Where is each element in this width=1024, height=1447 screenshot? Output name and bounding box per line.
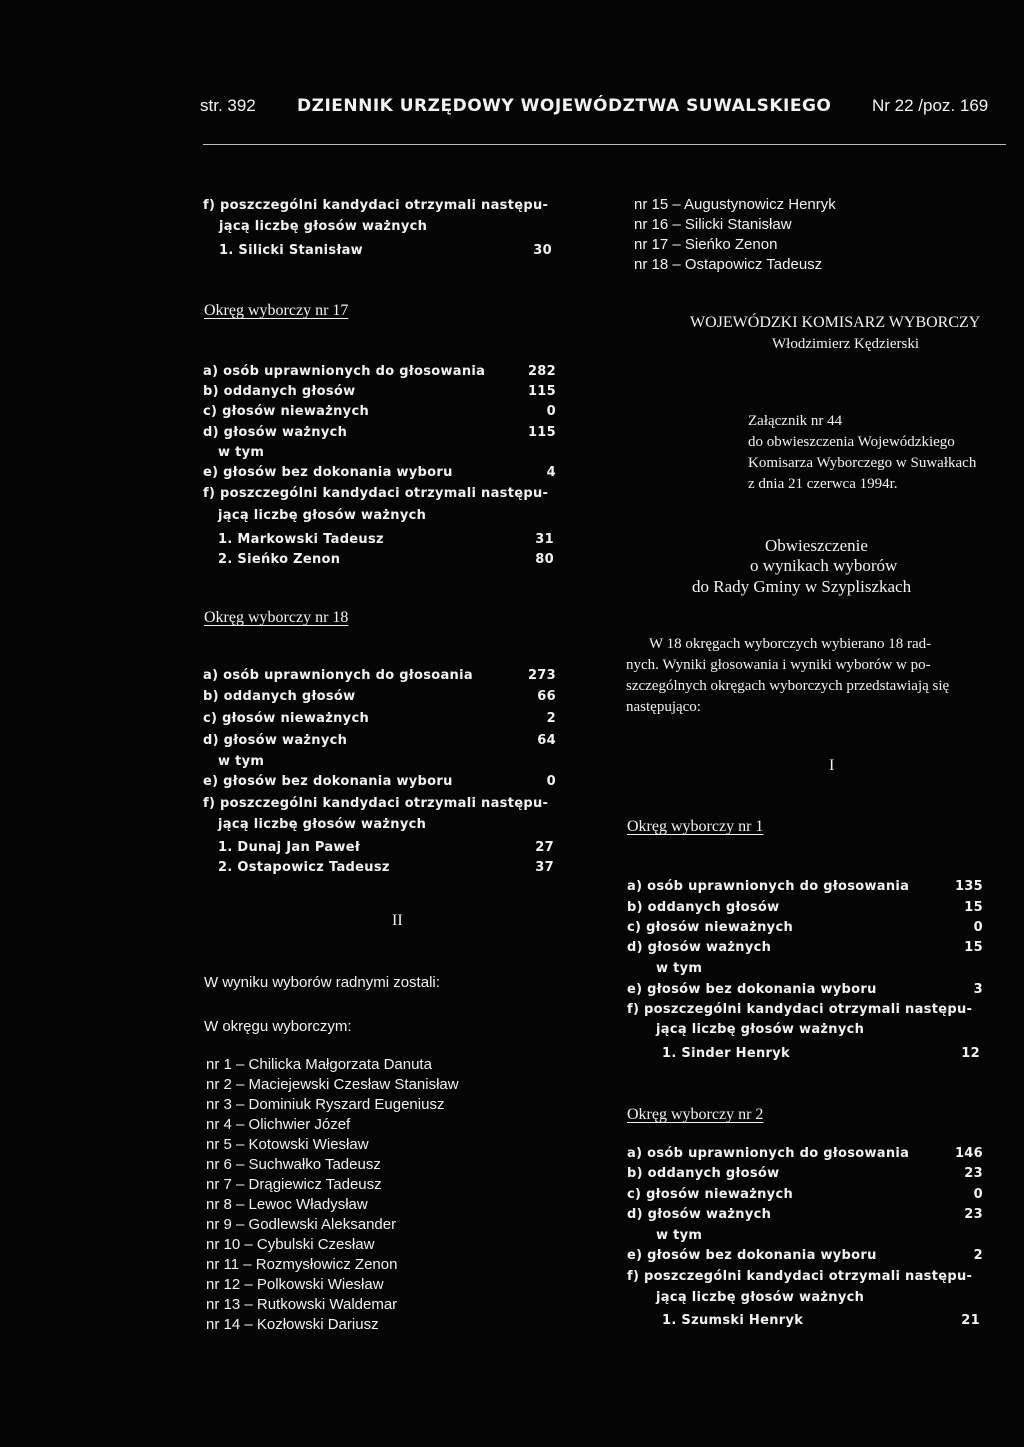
row-label: a) osób uprawnionych do głosoania [203,668,473,683]
top-f-line2: jącą liczbę głosów ważnych [219,219,428,234]
district1-f-line2: jącą liczbę głosów ważnych [656,1022,865,1037]
row-label: c) głosów nieważnych [627,1187,794,1202]
candidate-name: 2. Sieńko Zenon [218,552,341,567]
row-label: b) oddanych głosów [203,689,356,704]
district17-row-d [203,425,556,445]
row-label: e) głosów bez dokonania wyboru [203,774,453,789]
row-value: 15 [964,940,983,955]
district1-candidate-1 [662,1046,980,1066]
district17-f-line1: f) poszczególni kandydaci otrzymali następu- [203,486,549,501]
elected-entry: nr 10 – Cybulski Czesław [206,1236,375,1253]
district2-row-d [627,1207,983,1227]
row-label: a) osób uprawnionych do głosowania [627,879,910,894]
district18-row-c [203,711,556,731]
row-value: 23 [964,1166,983,1181]
row-value: 0 [973,1187,983,1202]
elected-entry: nr 11 – Rozmysłowicz Zenon [206,1256,398,1273]
annex-line2: do obwieszczenia Wojewódzkiego [748,434,955,450]
top-f-line1: f) poszczególni kandydaci otrzymali następu- [203,198,549,213]
annex-line4: z dnia 21 czerwca 1994r. [748,476,898,492]
district2-f-line2: jącą liczbę głosów ważnych [656,1290,865,1305]
elected-entry: nr 8 – Lewoc Władysław [206,1196,368,1213]
intro-line2: nych. Wyniki głosowania i wyniki wyborów w po- [626,657,931,673]
district1-wtym: w tym [656,961,703,976]
row-label: d) głosów ważnych [203,425,348,440]
row-value: 66 [537,689,556,704]
district17-row-b [203,384,556,404]
commissioner-title: WOJEWÓDZKI KOMISARZ WYBORCZY [690,314,981,331]
candidate-votes: 31 [535,532,554,547]
elected-entry: nr 1 – Chilicka Małgorzata Danuta [206,1056,432,1073]
elected-list [206,1056,459,1336]
district17-candidate-1 [218,532,554,552]
district18-f-line2: jącą liczbę głosów ważnych [218,817,427,832]
row-value: 115 [527,425,556,440]
intro-line3: szczególnych okręgach wyborczych przedstawiają się [626,678,950,694]
row-label: a) osób uprawnionych do głosowania [203,364,486,379]
district2-row-b [627,1166,983,1186]
district17-candidate-2 [218,552,554,572]
district18-row-b [203,689,556,709]
row-label: d) głosów ważnych [627,940,772,955]
elected-entry: nr 16 – Silicki Stanisław [634,216,792,233]
district1-heading: Okręg wyborczy nr 1 [627,818,764,835]
row-label: b) oddanych głosów [627,900,780,915]
elected-entry: nr 14 – Kozłowski Dariusz [206,1316,379,1333]
elected-entry: nr 7 – Drągiewicz Tadeusz [206,1176,382,1193]
district18-row-e [203,774,556,794]
district17-row-e [203,465,556,485]
elected-entry: nr 18 – Ostapowicz Tadeusz [634,256,823,273]
district2-heading: Okręg wyborczy nr 2 [627,1106,764,1123]
row-value: 0 [546,774,556,789]
announcement-title: Obwieszczenie [765,536,868,555]
page-header [200,96,1008,126]
elected-entry: nr 12 – Polkowski Wiesław [206,1276,384,1293]
elected-entry: nr 4 – Olichwier Józef [206,1116,351,1133]
header-divider [203,144,1006,145]
annex-line1: Załącznik nr 44 [748,413,843,429]
district17-heading: Okręg wyborczy nr 17 [204,302,349,319]
section-ii-intro: W wyniku wyborów radnymi zostali: [204,974,440,991]
announcement-line3: do Rady Gminy w Szypliszkach [692,577,912,596]
candidate-votes: 27 [535,840,554,855]
row-label: d) głosów ważnych [627,1207,772,1222]
candidate-name: 2. Ostapowicz Tadeusz [218,860,390,875]
elected-entry: nr 5 – Kotowski Wiesław [206,1136,369,1153]
district2-row-e [627,1248,983,1268]
district17-wtym: w tym [218,445,265,460]
commissioner-name: Włodzimierz Kędzierski [772,336,920,352]
district1-row-c [627,920,983,940]
district17-row-a [203,364,556,384]
candidate-votes: 21 [961,1313,980,1328]
row-value: 2 [546,711,556,726]
row-label: d) głosów ważnych [203,733,348,748]
district2-row-c [627,1187,983,1207]
candidate-votes: 37 [535,860,554,875]
row-value: 0 [973,920,983,935]
row-value: 2 [973,1248,983,1263]
row-label: b) oddanych głosów [203,384,356,399]
row-value: 64 [537,733,556,748]
district18-row-d [203,733,556,753]
elected-entry: nr 15 – Augustynowicz Henryk [634,196,836,213]
section-i-numeral: I [829,757,835,774]
row-label: a) osób uprawnionych do głosowania [627,1146,910,1161]
row-label: e) głosów bez dokonania wyboru [627,982,877,997]
district18-row-a [203,668,556,688]
elected-entry: nr 9 – Godlewski Aleksander [206,1216,397,1233]
district2-row-a [627,1146,983,1166]
top-candidate-votes: 30 [533,243,552,258]
elected-list-continued [634,196,836,276]
row-label: e) głosów bez dokonania wyboru [203,465,453,480]
candidate-name: 1. Szumski Henryk [662,1313,804,1328]
row-value: 23 [964,1207,983,1222]
section-ii-district-label: W okręgu wyborczym: [204,1018,352,1035]
candidate-name: 1. Dunaj Jan Paweł [218,840,360,855]
intro-line1: W 18 okręgach wyborczych wybierano 18 rad- [649,636,932,652]
row-value: 273 [527,668,556,683]
elected-entry: nr 13 – Rutkowski Waldemar [206,1296,398,1313]
row-value: 3 [973,982,983,997]
row-value: 4 [546,465,556,480]
district18-wtym: w tym [218,754,265,769]
row-value: 135 [954,879,983,894]
row-label: c) głosów nieważnych [203,404,370,419]
section-ii-numeral: II [392,912,403,929]
district2-candidate-1 [662,1313,980,1333]
district18-candidate-1 [218,840,554,860]
row-label: c) głosów nieważnych [627,920,794,935]
row-value: 282 [527,364,556,379]
elected-entry: nr 3 – Dominiuk Ryszard Eugeniusz [206,1096,445,1113]
row-value: 15 [964,900,983,915]
issue-number: Nr 22 /poz. 169 [872,96,989,115]
page-number: str. 392 [200,96,256,115]
district18-heading: Okręg wyborczy nr 18 [204,609,349,626]
elected-entry: nr 17 – Sieńko Zenon [634,236,778,253]
district1-row-e [627,982,983,1002]
district17-f-line2: jącą liczbę głosów ważnych [218,508,427,523]
elected-entry: nr 2 – Maciejewski Czesław Stanisław [206,1076,459,1093]
district1-row-a [627,879,983,899]
elected-entry: nr 6 – Suchwałko Tadeusz [206,1156,381,1173]
annex-line3: Komisarza Wyborczego w Suwałkach [748,455,977,471]
district18-f-line1: f) poszczególni kandydaci otrzymali następu- [203,796,549,811]
district1-row-d [627,940,983,960]
top-candidate-row [219,243,552,263]
row-label: e) głosów bez dokonania wyboru [627,1248,877,1263]
intro-line4: następująco: [626,699,701,715]
candidate-name: 1. Markowski Tadeusz [218,532,384,547]
district18-candidate-2 [218,860,554,880]
row-value: 0 [546,404,556,419]
row-value: 115 [527,384,556,399]
row-value: 146 [954,1146,983,1161]
district1-row-b [627,900,983,920]
row-label: c) głosów nieważnych [203,711,370,726]
candidate-name: 1. Sinder Henryk [662,1046,790,1061]
candidate-votes: 12 [961,1046,980,1061]
row-label: b) oddanych głosów [627,1166,780,1181]
candidate-votes: 80 [535,552,554,567]
announcement-line2: o wynikach wyborów [750,556,898,575]
district2-wtym: w tym [656,1228,703,1243]
district1-f-line1: f) poszczególni kandydaci otrzymali następu- [627,1002,973,1017]
top-candidate-name: 1. Silicki Stanisław [219,243,363,258]
district17-row-c [203,404,556,424]
journal-title: DZIENNIK URZĘDOWY WOJEWÓDZTWA SUWALSKIEGO [297,96,832,116]
district2-f-line1: f) poszczególni kandydaci otrzymali następu- [627,1269,973,1284]
